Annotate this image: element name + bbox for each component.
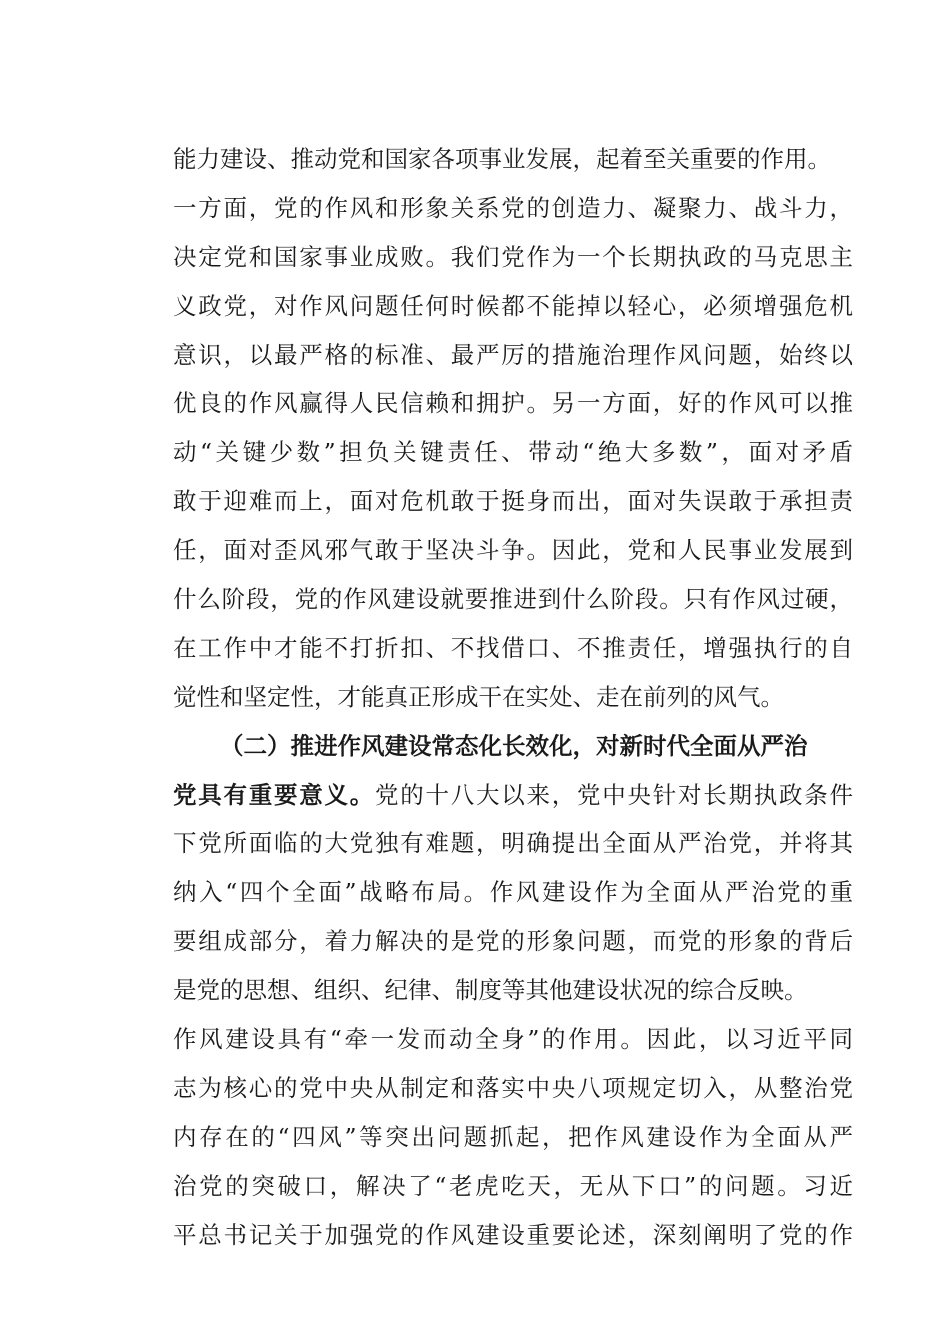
text-line: 治党的突破口，解决了“老虎吃天，无从下口”的问题。习近 xyxy=(173,1171,853,1200)
text-line: 觉性和坚定性，才能真正形成干在实处、走在前列的风气。 xyxy=(173,682,784,711)
text-line: 一方面，党的作风和形象关系党的创造力、凝聚力、战斗力， xyxy=(173,193,853,222)
text-line: 任，面对歪风邪气敢于坚决斗争。因此，党和人民事业发展到 xyxy=(173,536,853,565)
text-line: 平总书记关于加强党的作风建设重要论述，深刻阐明了党的作 xyxy=(173,1220,853,1249)
text-line: 作风建设具有“牵一发而动全身”的作用。因此，以习近平同 xyxy=(173,1025,853,1054)
text-line: 敢于迎难而上，面对危机敢于挺身而出，面对失误敢于承担责 xyxy=(173,487,853,516)
section-heading-continued: 党具有重要意义。 xyxy=(173,780,375,809)
section-heading: （二）推进作风建设常态化长效化，对新时代全面从严治 xyxy=(220,731,808,760)
text-line: 纳入“四个全面”战略布局。作风建设作为全面从严治党的重 xyxy=(173,878,853,907)
paragraph-2 xyxy=(173,722,853,1260)
paragraph-1 xyxy=(173,135,853,722)
text-line: 在工作中才能不打折扣、不找借口、不推责任，增强执行的自 xyxy=(173,633,853,662)
document-body xyxy=(173,135,853,1259)
text-line: 意识，以最严格的标准、最严厉的措施治理作风问题，始终以 xyxy=(173,340,853,369)
text-line: 能力建设、推动党和国家各项事业发展，起着至关重要的作用。 xyxy=(173,145,831,173)
text-line: 优良的作风赢得人民信赖和拥护。另一方面，好的作风可以推 xyxy=(173,389,853,418)
text-line: 决定党和国家事业成败。我们党作为一个长期执政的马克思主 xyxy=(173,242,853,271)
text-line: 下党所面临的大党独有难题，明确提出全面从严治党，并将其 xyxy=(173,829,853,858)
text-line-rest: 党的十八大以来，党中央针对长期执政条件 xyxy=(375,780,853,809)
text-line: 义政党，对作风问题任何时候都不能掉以轻心，必须增强危机 xyxy=(173,291,853,320)
text-line: 什么阶段，党的作风建设就要推进到什么阶段。只有作风过硬， xyxy=(173,585,853,614)
text-line: 动“关键少数”担负关键责任、带动“绝大多数”，面对矛盾 xyxy=(173,438,853,467)
text-line: 志为核心的党中央从制定和落实中央八项规定切入，从整治党 xyxy=(173,1073,853,1102)
text-line: 内存在的“四风”等突出问题抓起，把作风建设作为全面从严 xyxy=(173,1122,853,1151)
text-line: 是党的思想、组织、纪律、制度等其他建设状况的综合反映。 xyxy=(173,976,808,1005)
text-line: 要组成部分，着力解决的是党的形象问题，而党的形象的背后 xyxy=(173,927,853,956)
text-line xyxy=(173,771,853,820)
